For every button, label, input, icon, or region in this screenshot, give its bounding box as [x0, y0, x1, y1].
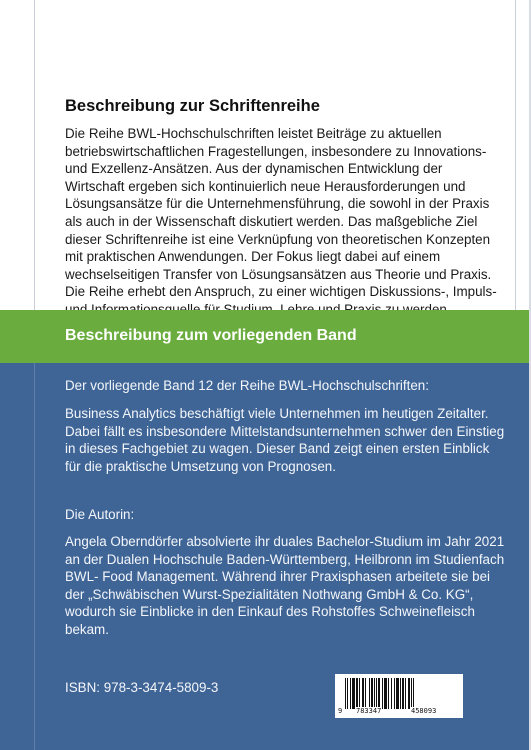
volume-section: [0, 363, 531, 750]
volume-title-band: [0, 310, 531, 363]
barcode-bar: [356, 678, 358, 709]
barcode-bar: [352, 678, 355, 709]
barcode-digits-right: 458093: [411, 707, 437, 715]
barcode-bar: [408, 678, 410, 709]
series-title: Beschreibung zur Schriftenreihe: [65, 97, 320, 115]
barcode-bar: [374, 678, 375, 709]
guide-line-left: [34, 0, 35, 310]
barcode-bar: [359, 678, 360, 709]
author-heading: Die Autorin:: [65, 507, 135, 522]
barcode-bar: [391, 678, 392, 709]
guide-line-right: [515, 0, 516, 310]
barcode-bar: [396, 678, 399, 709]
barcode: [335, 674, 463, 718]
barcode-bar: [384, 678, 387, 709]
barcode-bar: [411, 678, 412, 709]
barcode-bar: [369, 678, 370, 709]
barcode-bar: [365, 678, 366, 709]
barcode-bar: [347, 678, 348, 709]
series-description: Die Reihe BWL-Hochschulschriften leistet Beiträge zu aktuellen betriebswirtschaftlichen Fragestellungen, insbesondere zu Innovations- und Exzellenz-Ansätzen. Aus der dynamischen Entwicklung der Wirtschaft ergeben sich kontinuierlich neue Herausforderungen und Lösungsansätze für die Unternehmensführung, die sowohl in der Praxis als auch in der Wissenschaft diskutiert werden. Das maßgebliche Ziel dieser Schriftenreihe ist eine Verknüpfung von theoretischen Konzepten mit praktischen Anwendungen. Der Fokus liegt dabei auf einem wechselseitigen Transfer von Lösungsansätzen aus Theorie und Praxis. Die Reihe erhebt den Anspruch, zu einer wichtigen Diskussions-, Impuls-: [65, 126, 497, 300]
barcode-bar: [405, 678, 406, 709]
barcode-bar: [413, 678, 414, 709]
barcode-digits-left: 783347: [356, 707, 382, 715]
barcode-prefix-digit: 9: [338, 707, 343, 715]
barcode-bar: [378, 678, 380, 709]
barcode-bar: [350, 678, 351, 709]
barcode-bar: [402, 678, 404, 709]
barcode-bar: [371, 678, 373, 709]
volume-title: Beschreibung zum vorliegenden Band: [65, 327, 357, 344]
barcode-bar: [394, 678, 395, 709]
author-bio: Angela Oberndörfer absolvierte ihr duales Bachelor-Studium im Jahr 2021 an der Dualen Hochschule Baden-Württemberg, Heilbronn im Studienfach BWL- Food Management. Während ihrer Praxisphasen arbeitete sie bei der „Schwäbischen Wurst-Spezialitäten Nothwang GmbH & Co. KG“, wodurch sie Einblicke in den Einkauf des Rohstoffes Schweinefleisch bekam.: [65, 534, 505, 637]
barcode-bar: [388, 678, 389, 709]
barcode-bar: [362, 678, 364, 709]
series-section: [0, 0, 531, 310]
barcode-bar: [382, 678, 383, 709]
isbn-label: ISBN: 978-3-3474-5809-3: [65, 680, 219, 695]
barcode-bar: [345, 678, 346, 709]
volume-description: Business Analytics beschäftigt viele Unternehmen im heutigen Zeitalter. Dabei fällt es insbesondere Mittelstandsunternehmen schwer den Einstieg in dieses Fachgebiet zu wagen. Dieser Band zeigt einen ersten Einblick für die praktische Umsetzung von Prognosen.: [65, 406, 505, 474]
guide-line-blue: [34, 363, 35, 750]
barcode-bar: [400, 678, 401, 709]
barcode-bar: [376, 678, 377, 709]
volume-intro: Der vorliegende Band 12 der Reihe BWL-Hochschulschriften:: [65, 378, 429, 393]
